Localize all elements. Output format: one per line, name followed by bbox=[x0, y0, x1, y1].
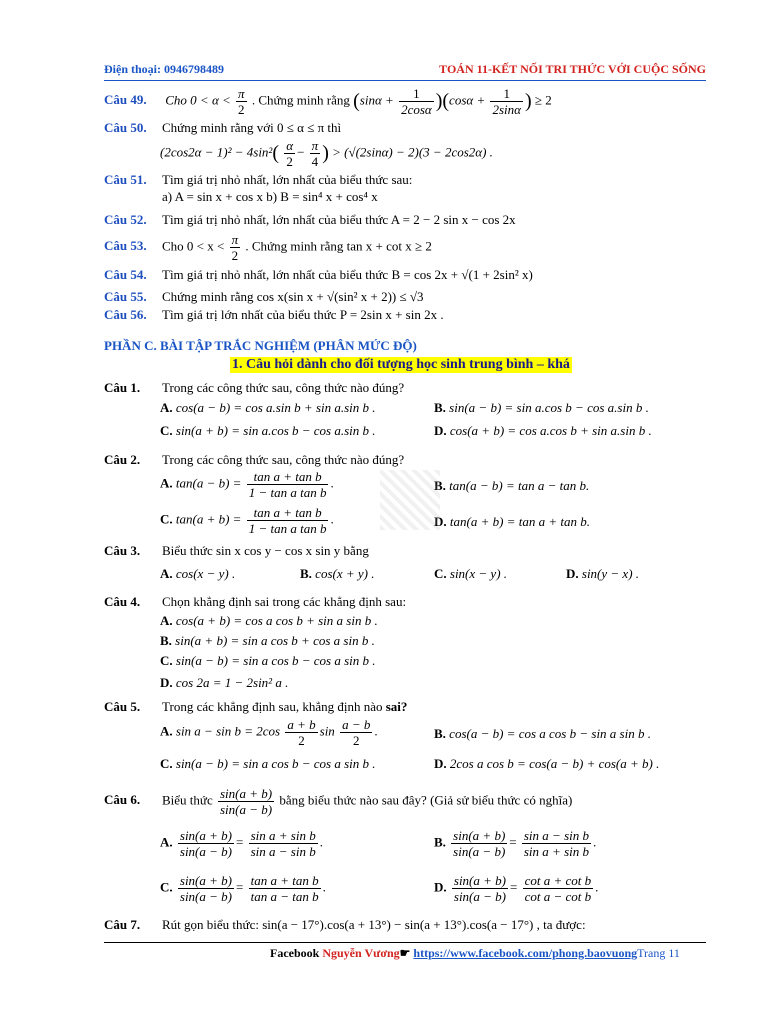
question-56: Câu 56. Tìm giá trị lớn nhất của biểu thức P = 2sin x + sin 2x . bbox=[104, 307, 444, 322]
mcq-3: Câu 3. Biểu thức sin x cos y − cos x sin y bằng bbox=[104, 543, 369, 558]
mcq-2-option-a[interactable]: A. tan(a − b) = $\frac{\text{tan a + tan b}}{\text{1 − tan a tan b}}$ . bbox=[160, 469, 334, 500]
page-header bbox=[104, 62, 706, 80]
mcq-4-option-b[interactable]: B. sin(a + b) = sin a cos b + cos a sin b . bbox=[160, 633, 375, 648]
mcq-5-option-d[interactable]: D. 2cos a cos b = cos(a − b) + cos(a + b) . bbox=[434, 756, 660, 771]
mcq-2: Câu 2. Trong các công thức sau, công thức nào đúng? bbox=[104, 452, 405, 467]
question-50: Câu 50. Chứng minh rằng với 0 ≤ α ≤ π thì bbox=[104, 120, 342, 135]
question-53: Câu 53. Cho 0 < x < $\frac{\pi}{2}$ . Chứng minh rằng tan x + cot x ≥ 2 bbox=[104, 232, 432, 263]
mcq-3-option-a[interactable]: A. cos(x − y) . bbox=[160, 566, 236, 581]
mcq-6-option-d[interactable]: D. $\frac{\sin(a + b)}{\sin(a - b)}$ = $\frac{\text{cot a + cot b}}{\text{cot a − cot b}}$ . bbox=[434, 873, 599, 904]
mcq-2-option-d[interactable]: D. tan(a + b) = tan a + tan b. bbox=[434, 514, 590, 529]
mcq-1-option-a[interactable]: A. cos(a − b) = cos a.sin b + sin a.sin b . bbox=[160, 400, 376, 415]
header-divider bbox=[104, 80, 706, 81]
mcq-1-option-d[interactable]: D. cos(a + b) = cos a.cos b + sin a.sin b . bbox=[434, 423, 652, 438]
header-phone: Điện thoại: 0946798489 bbox=[104, 62, 224, 76]
mcq-7: Câu 7. Rút gọn biểu thức: sin(a − 17°).cos(a + 13°) − sin(a + 13°).cos(a − 17°) , ta được: bbox=[104, 917, 586, 932]
mcq-3-option-c[interactable]: C. sin(x − y) . bbox=[434, 566, 508, 581]
mcq-5-option-c[interactable]: C. sin(a − b) = sin a cos b − cos a sin b . bbox=[160, 756, 376, 771]
mcq-1-option-b[interactable]: B. sin(a − b) = sin a.cos b − cos a.sin b . bbox=[434, 400, 649, 415]
question-52: Câu 52. Tìm giá trị nhỏ nhất, lớn nhất của biểu thức A = 2 − 2 sin x − cos 2x bbox=[104, 212, 516, 227]
question-55: Câu 55. Chứng minh rằng cos x(sin x + √(sin² x + 2)) ≤ √3 bbox=[104, 289, 424, 304]
mcq-1: Câu 1. Trong các công thức sau, công thức nào đúng? bbox=[104, 380, 405, 395]
mcq-2-option-c[interactable]: C. tan(a + b) = $\frac{\text{tan a + tan b}}{\text{1 − tan a tan b}}$ . bbox=[160, 505, 334, 536]
question-54: Câu 54. Tìm giá trị nhỏ nhất, lớn nhất của biểu thức B = cos 2x + √(1 + 2sin² x) bbox=[104, 267, 533, 282]
mcq-4-option-c[interactable]: C. sin(a − b) = sin a cos b − cos a sin b . bbox=[160, 653, 376, 668]
footer-divider bbox=[104, 942, 706, 943]
mcq-6-option-c[interactable]: C. $\frac{\sin(a + b)}{\sin(a - b)}$ = $\frac{\text{tan a + tan b}}{\text{tan a − tan b}}$ . bbox=[160, 873, 326, 904]
question-51: Câu 51. Tìm giá trị nhỏ nhất, lớn nhất của biểu thức sau: bbox=[104, 172, 413, 187]
facebook-link[interactable]: https://www.facebook.com/phong.baovuong bbox=[413, 946, 638, 960]
mcq-6-option-b[interactable]: B. $\frac{\sin(a + b)}{\sin(a - b)}$ = $\frac{\text{sin a − sin b}}{\text{sin a + sin b}}$ . bbox=[434, 828, 597, 859]
question-49: Câu 49. Cho 0 < α < $\frac{\pi}{2}$ . Chứng minh rằng (sinα + $\frac{1}{2\cos\alpha}$ )(cosα + $\frac{1}{2\sin\alpha}$ ) ≥ 2 bbox=[104, 86, 552, 117]
mcq-6: Câu 6. Biểu thức $\frac{\sin(a + b)}{\sin(a - b)}$ bằng biểu thức nào sau đây? (Giả sử biểu thức có nghĩa) bbox=[104, 786, 573, 817]
section-heading: 1. Câu hỏi dành cho đối tượng học sinh trung bình – khá bbox=[232, 357, 570, 372]
mcq-5: Câu 5. Trong các khẳng định sau, khẳng định nào sai? bbox=[104, 699, 408, 714]
mcq-2-option-b[interactable]: B. tan(a − b) = tan a − tan b. bbox=[434, 478, 590, 493]
question-51-sub: a) A = sin x + cos x b) B = sin⁴ x + cos⁴ x bbox=[162, 189, 378, 204]
watermark bbox=[380, 470, 440, 530]
mcq-1-option-c[interactable]: C. sin(a + b) = sin a.cos b − cos a.sin b . bbox=[160, 423, 376, 438]
question-50-formula: (2cos2α − 1)² − 4sin²( $\frac{\alpha}{2}$ − $\frac{\pi}{4}$ ) > (√(2sinα) − 2)(3 − 2cos2α) . bbox=[160, 138, 493, 169]
mcq-4: Câu 4. Chọn khẳng định sai trong các khẳng định sau: bbox=[104, 594, 407, 609]
mcq-5-option-b[interactable]: B. cos(a − b) = cos a cos b − sin a sin b . bbox=[434, 726, 651, 741]
part-c-heading: PHẦN C. BÀI TẬP TRẮC NGHIỆM (PHÂN MỨC ĐỘ) bbox=[104, 338, 417, 353]
mcq-5-option-a[interactable]: A. sin a − sin b = 2cos $\frac{a + b}{2}$ sin $\frac{a - b}{2}$ . bbox=[160, 717, 378, 748]
mcq-3-option-d[interactable]: D. sin(y − x) . bbox=[566, 566, 640, 581]
mcq-3-option-b[interactable]: B. cos(x + y) . bbox=[300, 566, 375, 581]
mcq-4-option-a[interactable]: A. cos(a + b) = cos a cos b + sin a sin b . bbox=[160, 613, 378, 628]
page-number: Trang 11 bbox=[637, 946, 680, 960]
mcq-6-option-a[interactable]: A. $\frac{\sin(a + b)}{\sin(a - b)}$ = $\frac{\text{sin a + sin b}}{\text{sin a − sin b}}$ . bbox=[160, 828, 323, 859]
mcq-4-option-d[interactable]: D. cos 2a = 1 − 2sin² a . bbox=[160, 675, 289, 690]
hand-pointer-icon: ☛ bbox=[399, 946, 411, 960]
page-footer: Facebook Nguyễn Vương☛ https://www.facebook.com/phong.baovuongTrang 11 bbox=[270, 946, 680, 960]
header-title: TOÁN 11-KẾT NỐI TRI THỨC VỚI CUỘC SỐNG bbox=[439, 62, 706, 76]
